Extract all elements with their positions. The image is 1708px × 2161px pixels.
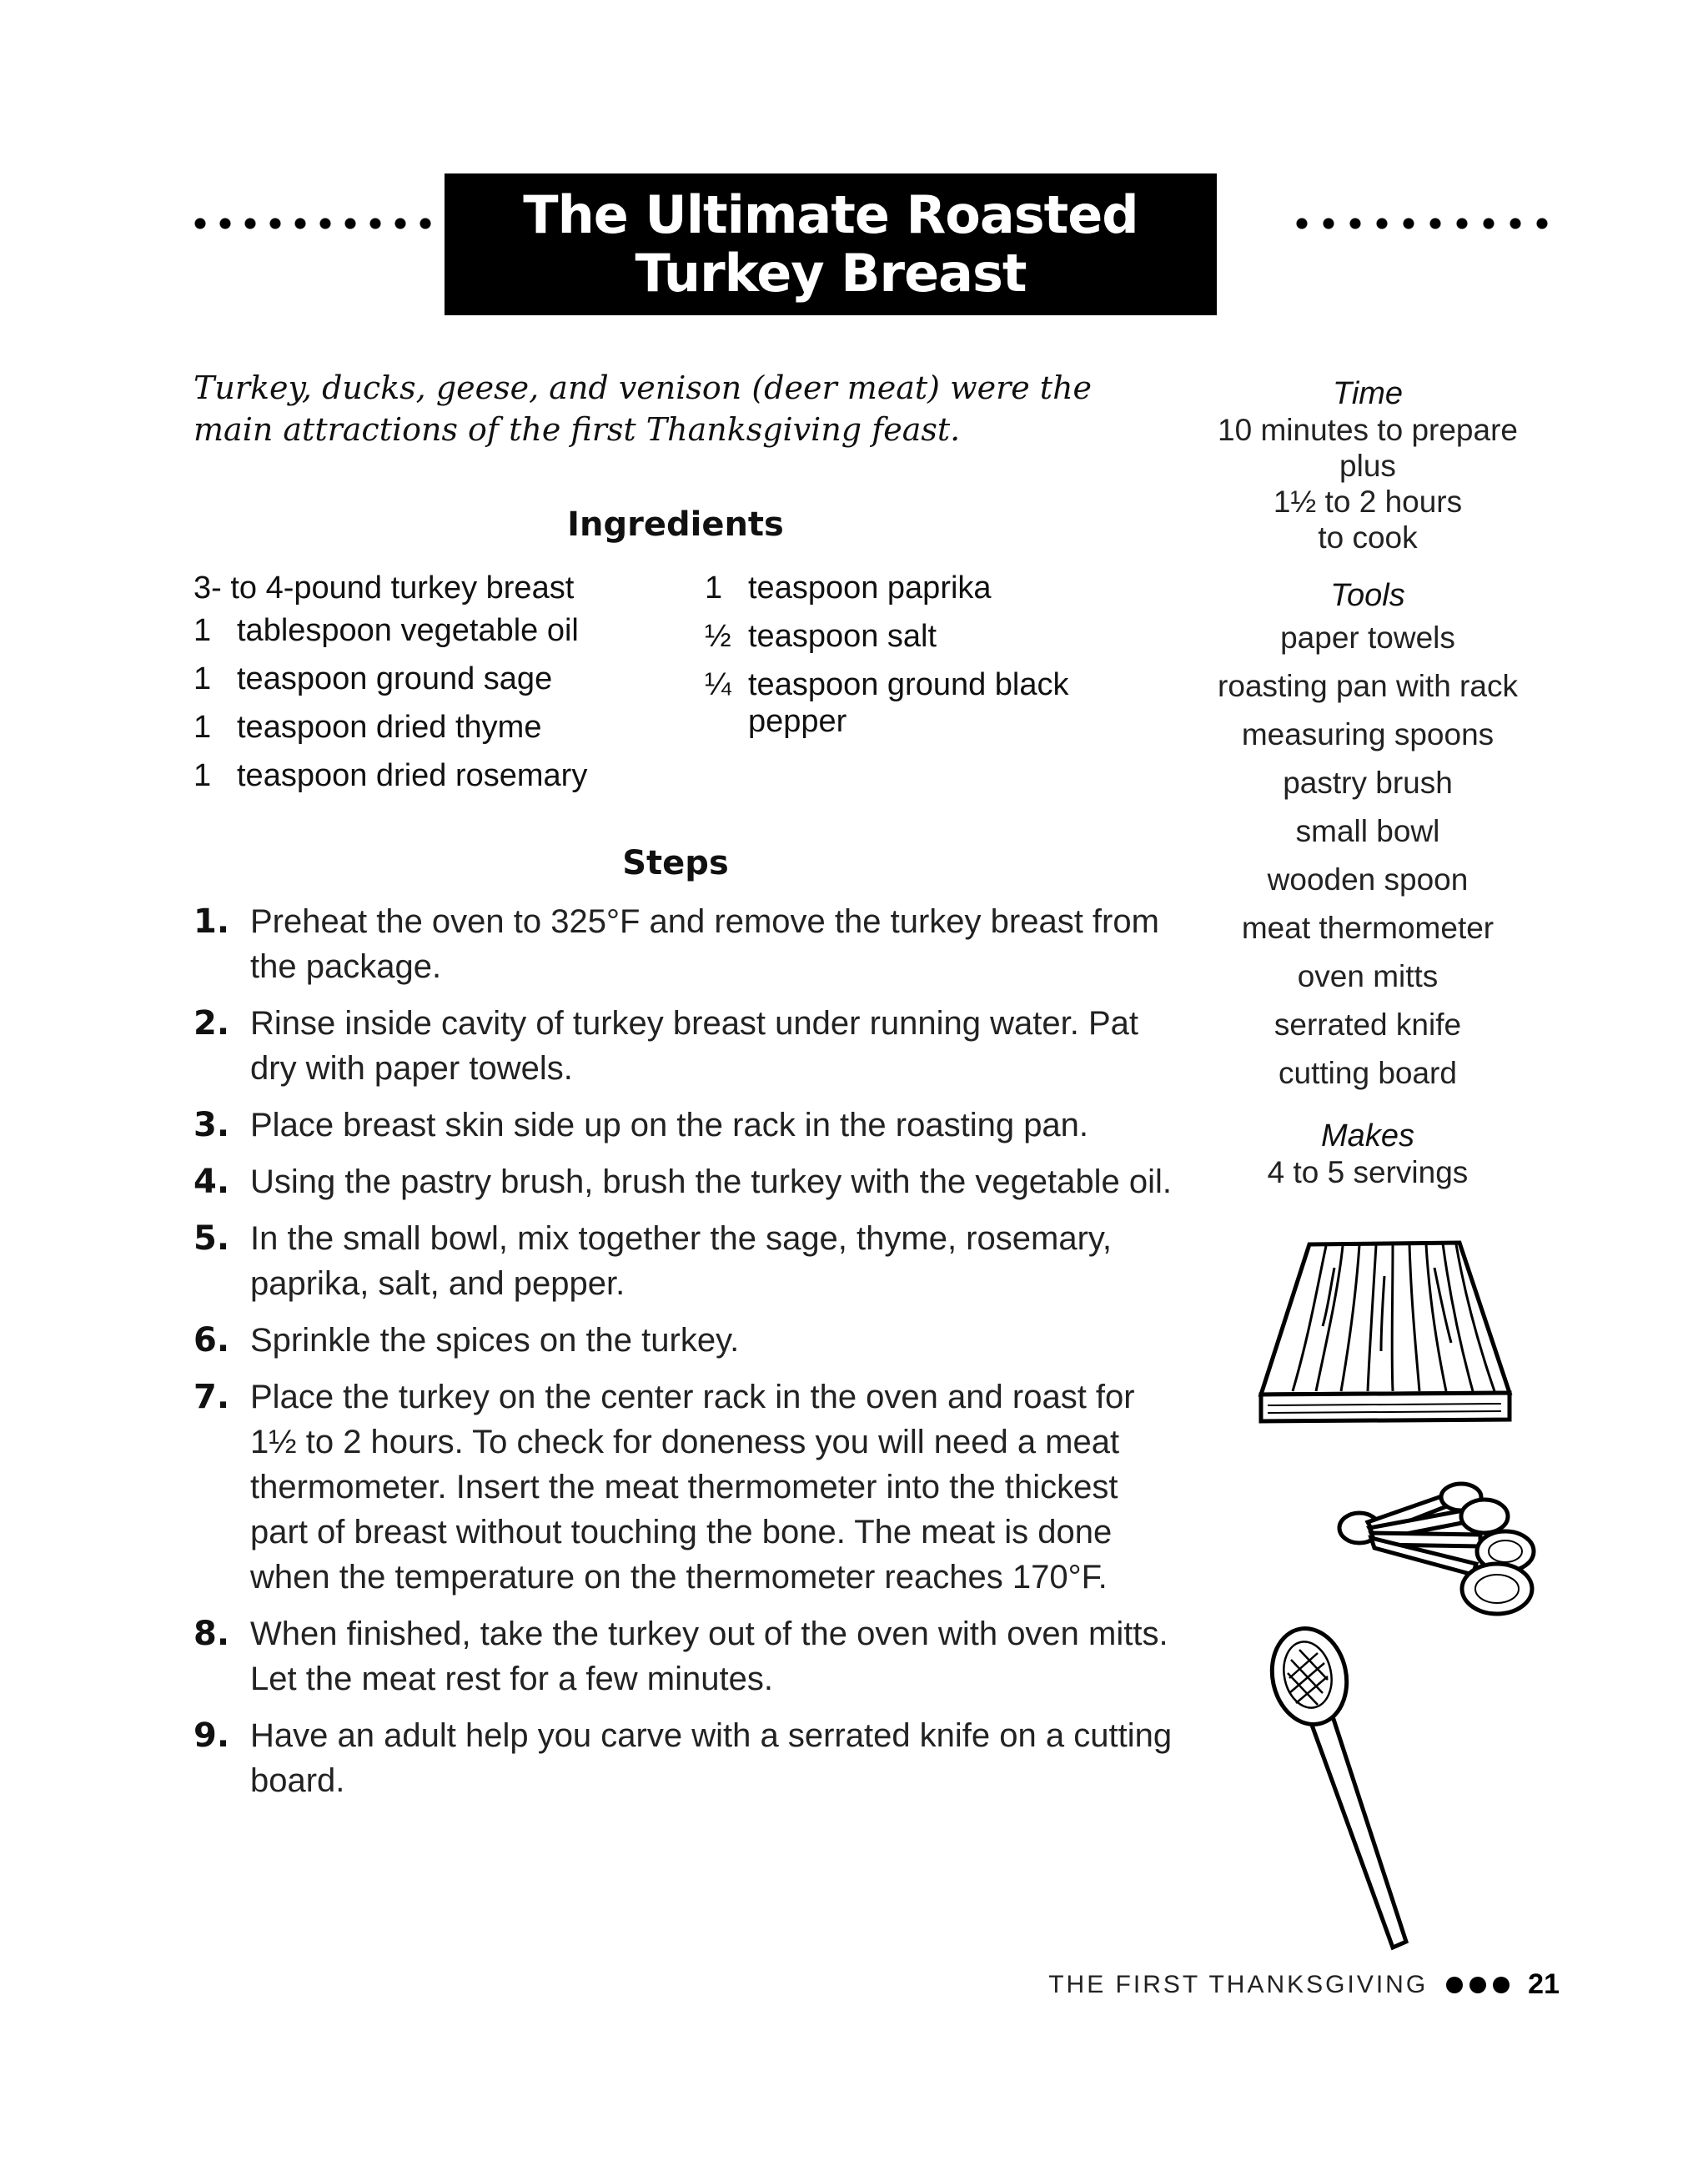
intro-text: Turkey, ducks, geese, and venison (deer meat) were the main attractions of the first Thanksgiving feast. bbox=[193, 369, 1093, 448]
step-item bbox=[193, 899, 1178, 989]
step-number: 9. bbox=[193, 1716, 230, 1755]
step-item bbox=[193, 1374, 1178, 1600]
page-number: 21 bbox=[1528, 1968, 1560, 2000]
ingredient-text: teaspoon paprika bbox=[748, 570, 992, 606]
time-label: Time bbox=[1332, 376, 1404, 411]
ingredient-text: teaspoon dried thyme bbox=[237, 710, 542, 745]
ingredient-qty: 1 bbox=[193, 710, 212, 745]
step-item bbox=[193, 1103, 1178, 1148]
ingredient-text: 3- to 4-pound turkey breast bbox=[193, 570, 575, 606]
ingredient-qty: 1 bbox=[705, 570, 723, 606]
step-number: 5. bbox=[193, 1219, 230, 1258]
ingredient-item bbox=[705, 564, 1172, 612]
step-text: Using the pastry brush, brush the turkey with the vegetable oil. bbox=[250, 1163, 1173, 1200]
ingredients-heading: Ingredients bbox=[567, 505, 784, 544]
step-number: 7. bbox=[193, 1378, 230, 1416]
step-text: Preheat the oven to 325°F and remove the turkey breast from the package. bbox=[250, 903, 1159, 985]
tools-label: Tools bbox=[1330, 578, 1405, 613]
ingredient-item bbox=[193, 655, 694, 703]
ingredient-text: teaspoon ground black pepper bbox=[748, 667, 1069, 739]
ingredient-item bbox=[193, 751, 694, 800]
makes-label: Makes bbox=[1321, 1118, 1414, 1153]
ingredient-qty: ½ bbox=[705, 619, 731, 654]
step-text: Have an adult help you carve with a serrated knife on a cutting board. bbox=[250, 1717, 1173, 1799]
step-text: Rinse inside cavity of turkey breast under running water. Pat dry with paper towels. bbox=[250, 1005, 1138, 1087]
ingredient-text: teaspoon ground sage bbox=[237, 661, 553, 696]
ingredient-item bbox=[193, 703, 694, 751]
step-item bbox=[193, 1001, 1178, 1091]
step-item bbox=[193, 1713, 1178, 1803]
step-number: 6. bbox=[193, 1321, 230, 1359]
recipe-sidebar bbox=[1201, 375, 1535, 1190]
tool-item: pastry brush bbox=[1283, 766, 1453, 800]
running-title: THE FIRST THANKSGIVING bbox=[1048, 1970, 1429, 1998]
tool-item: oven mitts bbox=[1297, 959, 1439, 993]
ingredient-text: teaspoon dried rosemary bbox=[237, 758, 588, 793]
step-text: In the small bowl, mix together the sage, thyme, rosemary, paprika, salt, and pepper. bbox=[250, 1220, 1113, 1302]
title-line-1: The Ultimate Roasted bbox=[523, 184, 1138, 245]
dot-rule-left bbox=[188, 214, 463, 234]
ingredient-text: teaspoon salt bbox=[748, 619, 937, 654]
title-banner bbox=[188, 173, 1555, 315]
steps-heading: Steps bbox=[622, 844, 729, 882]
title-line-2: Turkey Breast bbox=[635, 243, 1027, 304]
tool-item: measuring spoons bbox=[1241, 717, 1494, 751]
dot-rule-right bbox=[1289, 214, 1555, 234]
ingredient-item bbox=[193, 606, 694, 655]
tool-item: small bowl bbox=[1295, 814, 1440, 848]
tool-item: roasting pan with rack bbox=[1218, 669, 1518, 703]
ingredient-text: tablespoon vegetable oil bbox=[237, 613, 579, 648]
ingredient-qty: 1 bbox=[193, 613, 212, 648]
tool-item: cutting board bbox=[1278, 1056, 1457, 1090]
step-number: 1. bbox=[193, 902, 230, 941]
ingredient-item bbox=[705, 612, 1172, 661]
ingredient-qty: 1 bbox=[193, 661, 212, 696]
time-line: to cook bbox=[1318, 520, 1418, 555]
footer-dots bbox=[1446, 1977, 1510, 1993]
time-line: 1½ to 2 hours bbox=[1273, 485, 1463, 519]
cutting-board-icon bbox=[1251, 1234, 1526, 1435]
step-item bbox=[193, 1318, 1178, 1363]
title-box bbox=[445, 173, 1217, 315]
step-number: 2. bbox=[193, 1004, 230, 1043]
tool-item: serrated knife bbox=[1273, 1008, 1462, 1042]
tool-item: paper towels bbox=[1280, 621, 1455, 655]
time-line: 10 minutes to prepare bbox=[1218, 413, 1518, 447]
time-line: plus bbox=[1339, 449, 1396, 483]
ingredient-item bbox=[705, 661, 1172, 740]
step-number: 8. bbox=[193, 1615, 230, 1653]
ingredient-qty: ¼ bbox=[705, 667, 731, 702]
page-footer bbox=[1026, 1968, 1560, 2001]
step-item bbox=[193, 1611, 1178, 1701]
step-text: Place breast skin side up on the rack in the roasting pan. bbox=[250, 1107, 1089, 1143]
step-item bbox=[193, 1216, 1178, 1306]
step-text: Sprinkle the spices on the turkey. bbox=[250, 1322, 740, 1359]
step-number: 3. bbox=[193, 1106, 230, 1144]
step-text: Place the turkey on the center rack in the oven and roast for 1½ to 2 hours. To check for doneness you will need a meat thermometer. Insert the meat thermometer into the thickest part of breast without touching the bone. The meat is done when the temperature on the thermometer reaches 170°F. bbox=[250, 1379, 1135, 1596]
ingredient-item bbox=[193, 564, 694, 606]
ingredients-right-column bbox=[705, 564, 1172, 740]
wooden-spoon-icon bbox=[1259, 1626, 1426, 1960]
ingredient-qty: 1 bbox=[193, 758, 212, 793]
steps-list bbox=[193, 899, 1178, 1815]
makes-value: 4 to 5 servings bbox=[1267, 1155, 1469, 1189]
tool-item: wooden spoon bbox=[1267, 862, 1469, 897]
step-item bbox=[193, 1159, 1178, 1204]
tool-item: meat thermometer bbox=[1241, 911, 1494, 945]
step-number: 4. bbox=[193, 1163, 230, 1201]
ingredients-left-column bbox=[193, 564, 694, 800]
step-text: When finished, take the turkey out of the oven with oven mitts. Let the meat rest for a few minutes. bbox=[250, 1616, 1168, 1697]
measuring-spoons-icon bbox=[1334, 1476, 1551, 1643]
